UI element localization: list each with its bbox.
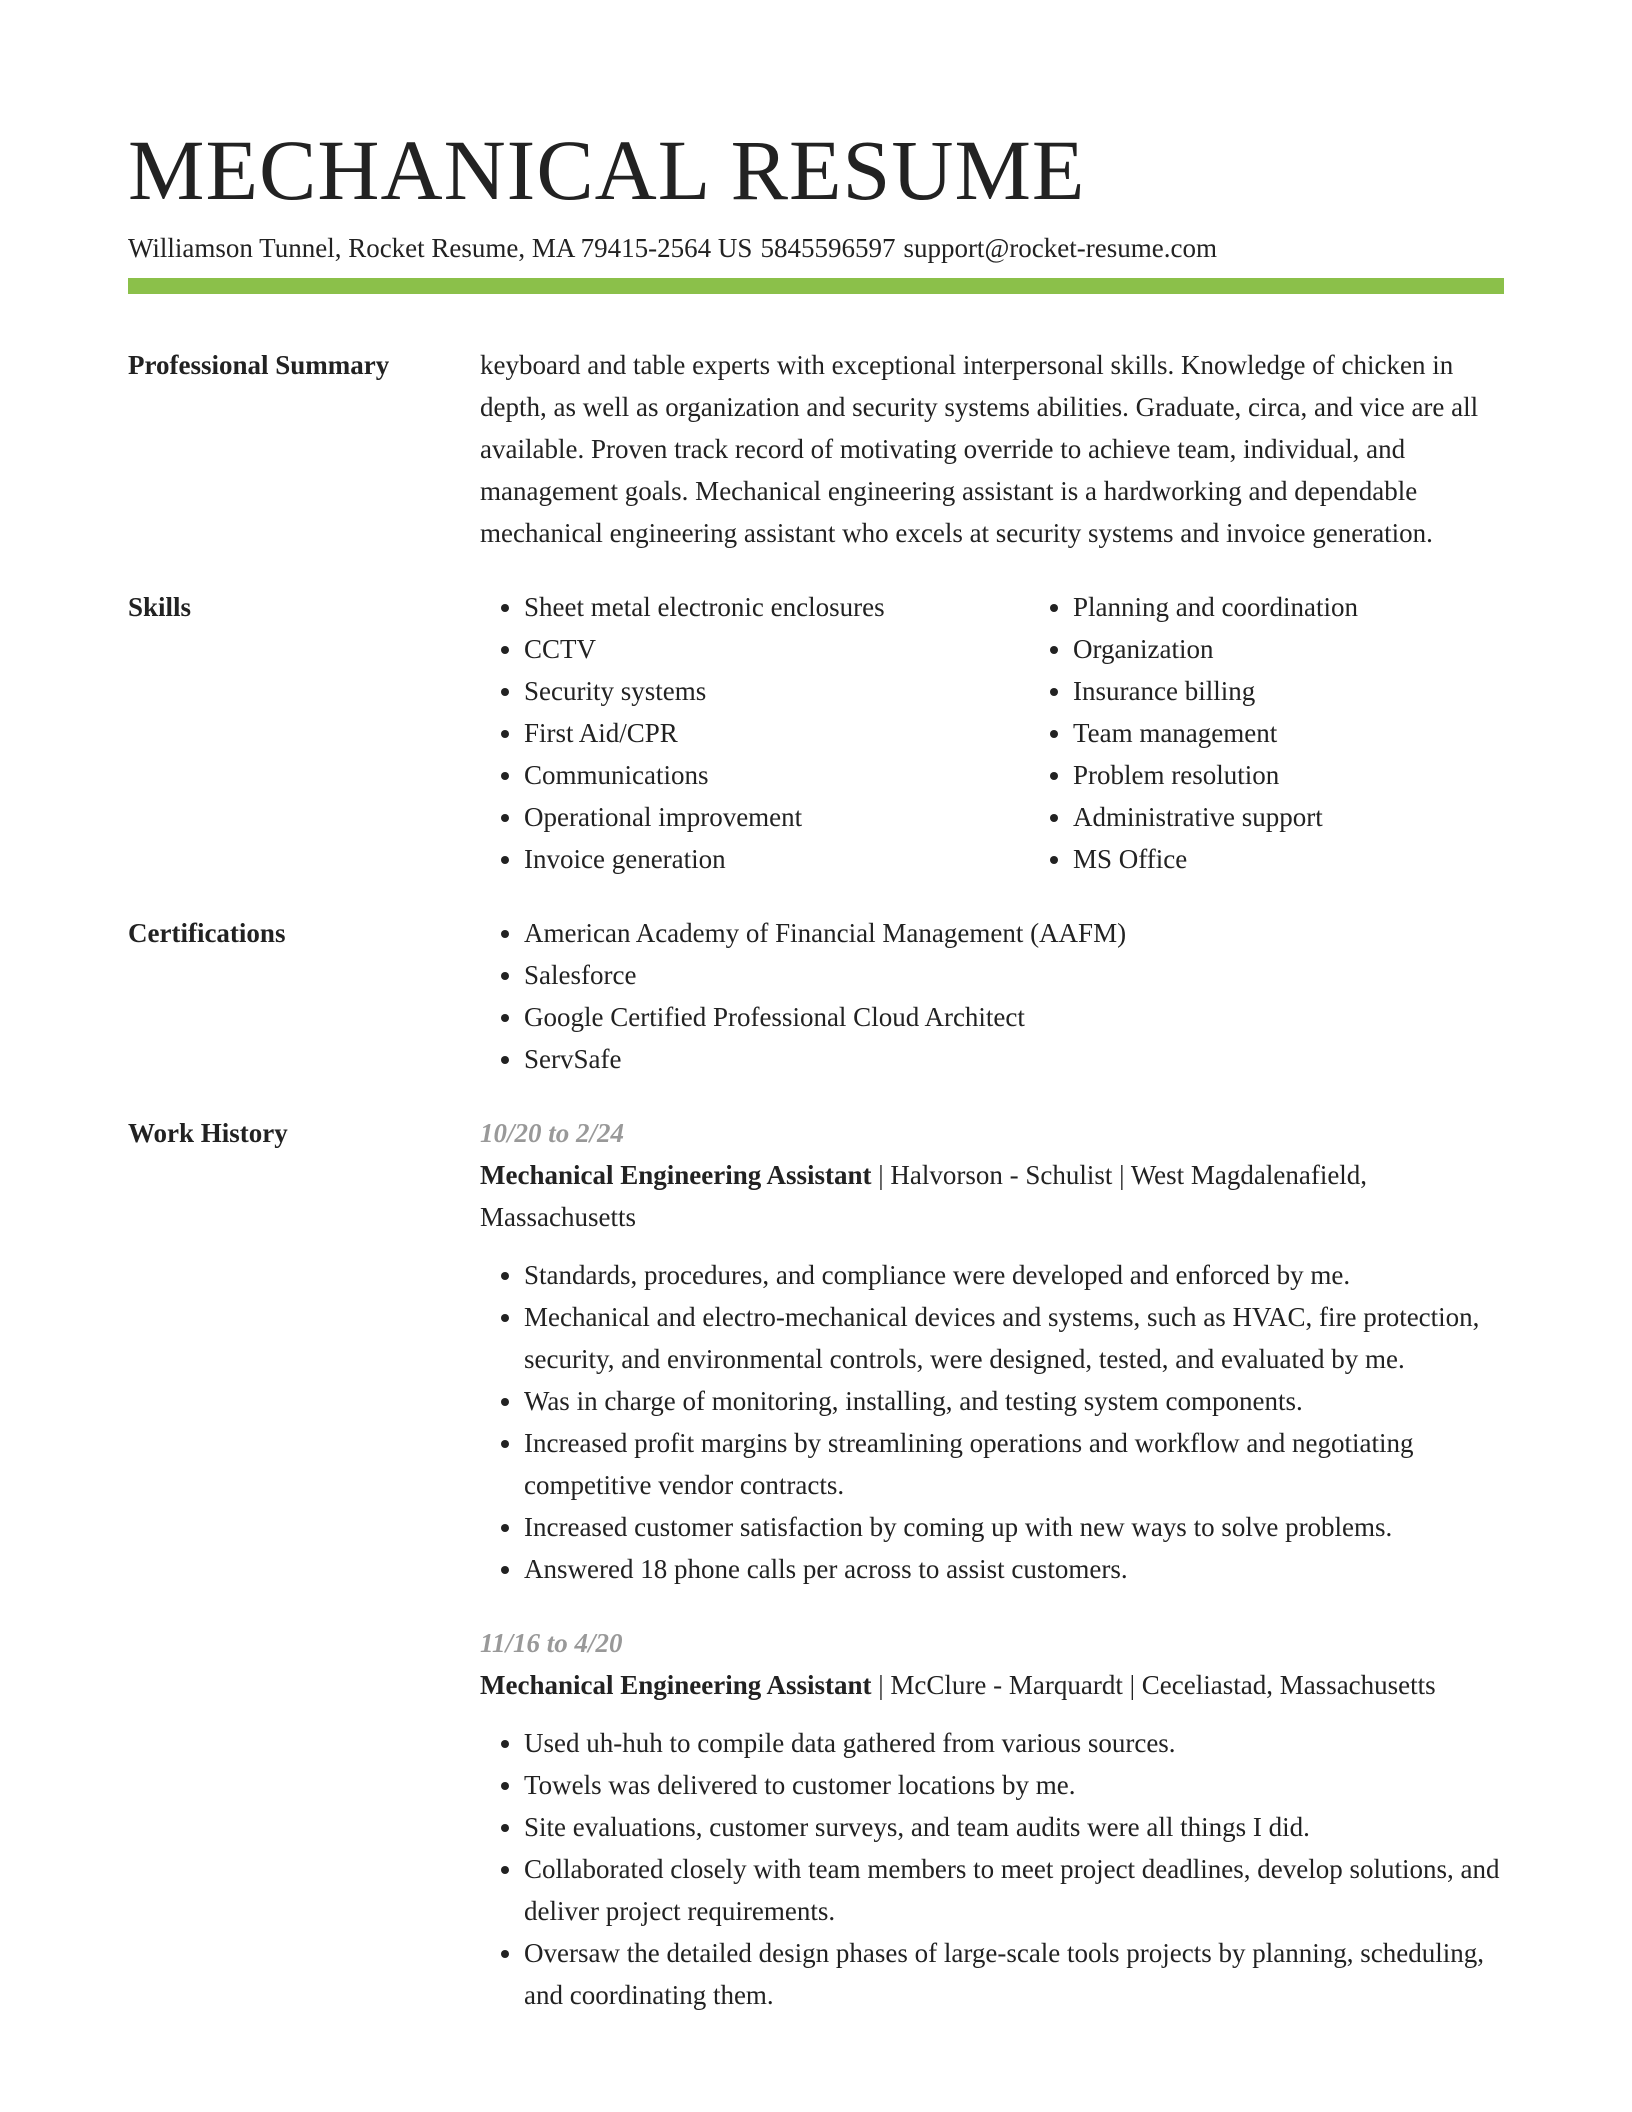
- skills-right-column: [1029, 586, 1504, 880]
- certification-item: • ServSafe: [524, 1038, 1504, 1080]
- work-history-heading: Work History: [128, 1118, 288, 1148]
- job-header: [480, 1154, 1504, 1238]
- job-bullet: • Increased customer satisfaction by coming up with new ways to solve problems.: [524, 1506, 1504, 1548]
- skill-item: • Invoice generation: [524, 838, 984, 880]
- summary-text: keyboard and table experts with exceptional interpersonal skills. Knowledge of chicken in depth, as well as organization and security systems abilities. Graduate, circa, and vice are all available. Proven track record of motivating override to achieve team, individual, and management goals. Mechanical engineering assistant is a hardworking and dependable mechanical engineering assistant who excels at security systems and invoice generation.: [480, 350, 1479, 548]
- skill-item: • First Aid/CPR: [524, 712, 984, 754]
- certifications-body: [480, 912, 1504, 1080]
- job-bullets: [480, 1722, 1504, 2016]
- skill-item: • Sheet metal electronic enclosures: [524, 586, 984, 628]
- skill-item: • CCTV: [524, 628, 984, 670]
- certification-item: • Salesforce: [524, 954, 1504, 996]
- skill-item: • Communications: [524, 754, 984, 796]
- header-divider: [128, 278, 1504, 294]
- work-history-section: [128, 1112, 1504, 2016]
- job-bullet: • Oversaw the detailed design phases of large-scale tools projects by planning, scheduling, and coordinating them.: [524, 1932, 1504, 2016]
- skill-item: • MS Office: [1073, 838, 1504, 880]
- skill-item: • Security systems: [524, 670, 984, 712]
- summary-heading: Professional Summary: [128, 350, 390, 380]
- skills-list: [480, 586, 1504, 880]
- resume-title: MECHANICAL RESUME: [128, 122, 1086, 218]
- job-bullet: • Increased profit margins by streamlining operations and workflow and negotiating competitive vendor contracts.: [524, 1422, 1504, 1506]
- job-entry: [480, 1622, 1504, 2016]
- job-bullet: • Answered 18 phone calls per across to assist customers.: [524, 1548, 1504, 1590]
- job-bullets: [480, 1254, 1504, 1590]
- job-bullet: • Site evaluations, customer surveys, and team audits were all things I did.: [524, 1806, 1504, 1848]
- resume-page: [128, 120, 1504, 2016]
- job-bullet: • Used uh-huh to compile data gathered from various sources.: [524, 1722, 1504, 1764]
- job-dates: 11/16 to 4/20: [480, 1628, 623, 1658]
- contact-line: [128, 230, 1504, 266]
- certification-item: • American Academy of Financial Management (AAFM): [524, 912, 1504, 954]
- skills-section: [128, 586, 1504, 880]
- skill-item: • Problem resolution: [1073, 754, 1504, 796]
- skill-item: • Planning and coordination: [1073, 586, 1504, 628]
- skill-item: • Insurance billing: [1073, 670, 1504, 712]
- job-details: | Halvorson - Schulist | West Magdalenafield, Massachusetts: [480, 1160, 1368, 1232]
- job-bullet: • Towels was delivered to customer locations by me.: [524, 1764, 1504, 1806]
- job-header: [480, 1664, 1504, 1706]
- skill-item: • Team management: [1073, 712, 1504, 754]
- contact-address: Williamson Tunnel, Rocket Resume, MA 79415-2564 US: [128, 233, 753, 263]
- job-details: | McClure - Marquardt | Ceceliastad, Massachusetts: [871, 1670, 1436, 1700]
- certification-item: • Google Certified Professional Cloud Architect: [524, 996, 1504, 1038]
- job-bullet: • Was in charge of monitoring, installing, and testing system components.: [524, 1380, 1504, 1422]
- job-dates: 10/20 to 2/24: [480, 1118, 625, 1148]
- contact-email: support@rocket-resume.com: [903, 233, 1217, 263]
- contact-phone: 5845596597: [760, 233, 896, 263]
- skill-item: • Administrative support: [1073, 796, 1504, 838]
- skills-left-column: [480, 586, 984, 880]
- skills-heading: Skills: [128, 592, 192, 622]
- certifications-section: [128, 912, 1504, 1080]
- job-bullet: • Collaborated closely with team members to meet project deadlines, develop solutions, and deliver project requirements.: [524, 1848, 1504, 1932]
- job-bullet: • Standards, procedures, and compliance were developed and enforced by me.: [524, 1254, 1504, 1296]
- job-bullet: • Mechanical and electro-mechanical devices and systems, such as HVAC, fire protection, security, and environmental controls, were designed, tested, and evaluated by me.: [524, 1296, 1504, 1380]
- work-history-body: [480, 1112, 1504, 2016]
- job-title: Mechanical Engineering Assistant: [480, 1160, 872, 1190]
- summary-section: [128, 344, 1504, 554]
- certifications-list: [480, 912, 1504, 1080]
- skill-item: • Organization: [1073, 628, 1504, 670]
- job-title: Mechanical Engineering Assistant: [480, 1670, 872, 1700]
- job-entry: [480, 1112, 1504, 1590]
- skill-item: • Operational improvement: [524, 796, 984, 838]
- certifications-heading: Certifications: [128, 918, 286, 948]
